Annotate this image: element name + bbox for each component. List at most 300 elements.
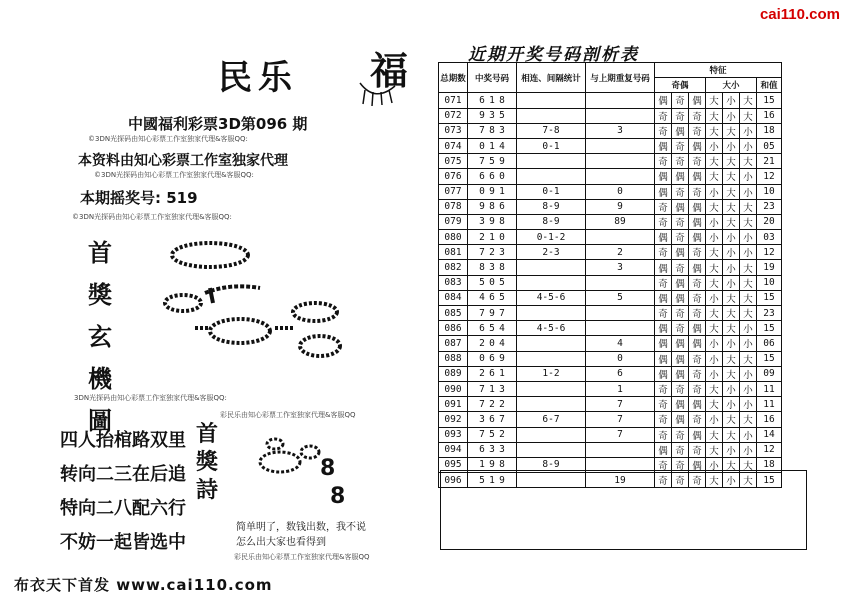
number-cell xyxy=(468,123,517,138)
adjacent-cell xyxy=(517,442,586,457)
repeat-cell: 7 xyxy=(586,397,655,412)
big-small-cell: 大 xyxy=(723,123,740,138)
big-small-cell: 大 xyxy=(706,397,723,412)
issue-cell: 088 xyxy=(439,351,468,366)
big-small-cell: 小 xyxy=(740,230,757,245)
odd-even-cell: 偶 xyxy=(672,169,689,184)
issue-cell: 075 xyxy=(439,154,468,169)
odd-even-cell: 偶 xyxy=(672,245,689,260)
odd-even-cell: 奇 xyxy=(689,290,706,305)
odd-even-cell: 奇 xyxy=(672,214,689,229)
number-cell xyxy=(468,442,517,457)
puzzle-title-char: 獎 xyxy=(88,280,112,309)
adjacent-cell: 6-7 xyxy=(517,412,586,427)
number-digit: 4 xyxy=(499,140,505,152)
odd-even-cell: 偶 xyxy=(672,397,689,412)
number-digit: 8 xyxy=(499,459,505,471)
big-small-cell: 大 xyxy=(706,306,723,321)
repeat-cell xyxy=(586,108,655,123)
big-small-cell: 大 xyxy=(723,290,740,305)
sum-cell: 19 xyxy=(757,260,782,275)
big-small-cell: 小 xyxy=(740,381,757,396)
number-digit: 4 xyxy=(499,322,505,334)
number-digit: 4 xyxy=(479,292,485,304)
number-digit: 3 xyxy=(499,246,505,258)
number-digit: 9 xyxy=(489,186,495,198)
promo-line: 彩民乐由知心彩票工作室独家代理&客服QQ xyxy=(220,411,356,419)
number-digit: 2 xyxy=(479,368,485,380)
poem-title-char: 獎 xyxy=(195,449,218,475)
poem-line: 不妨一起皆选中 xyxy=(60,532,186,553)
repeat-cell: 7 xyxy=(586,412,655,427)
big-small-cell: 大 xyxy=(706,260,723,275)
big-small-cell: 小 xyxy=(723,245,740,260)
adjacent-cell xyxy=(517,260,586,275)
sum-cell: 10 xyxy=(757,184,782,199)
adjacent-cell: 1-2 xyxy=(517,366,586,381)
odd-even-cell: 偶 xyxy=(689,169,706,184)
big-small-cell: 小 xyxy=(706,214,723,229)
issue-title: 中國福利彩票3D第096 期 xyxy=(128,115,308,133)
number-digit: 9 xyxy=(489,459,495,471)
big-small-cell: 小 xyxy=(723,138,740,153)
promo-line: 彩民乐由知心彩票工作室独家代理&客服QQ xyxy=(234,553,370,561)
issue-cell: 082 xyxy=(439,260,468,275)
big-small-cell: 大 xyxy=(706,427,723,442)
adjacent-cell xyxy=(517,306,586,321)
big-small-cell: 大 xyxy=(723,199,740,214)
analysis-table xyxy=(438,62,782,488)
table-row xyxy=(439,214,782,229)
odd-even-cell: 偶 xyxy=(689,93,706,108)
big-small-cell: 大 xyxy=(740,275,757,290)
odd-even-cell: 奇 xyxy=(655,397,672,412)
number-digit: 1 xyxy=(489,383,495,395)
repeat-cell: 0 xyxy=(586,184,655,199)
issue-cell: 089 xyxy=(439,366,468,381)
issue-cell: 074 xyxy=(439,138,468,153)
big-small-cell: 大 xyxy=(740,199,757,214)
number-digit: 5 xyxy=(489,322,495,334)
odd-even-cell: 偶 xyxy=(672,123,689,138)
number-digit: 8 xyxy=(479,262,485,274)
odd-even-cell: 偶 xyxy=(689,199,706,214)
repeat-cell: 2 xyxy=(586,245,655,260)
odd-even-cell: 奇 xyxy=(655,412,672,427)
issue-cell: 071 xyxy=(439,93,468,108)
big-small-cell: 小 xyxy=(740,138,757,153)
table-row xyxy=(439,169,782,184)
table-row xyxy=(439,351,782,366)
odd-even-cell: 奇 xyxy=(672,306,689,321)
number-digit: 0 xyxy=(499,170,505,182)
adjacent-cell xyxy=(517,154,586,169)
puzzle-graphic xyxy=(135,228,360,388)
adjacent-cell: 0-1 xyxy=(517,184,586,199)
number-digit: 7 xyxy=(479,246,485,258)
odd-even-cell: 奇 xyxy=(689,123,706,138)
table-row xyxy=(439,412,782,427)
odd-even-cell: 偶 xyxy=(655,321,672,336)
issue-cell: 086 xyxy=(439,321,468,336)
sum-cell: 14 xyxy=(757,427,782,442)
big-small-cell: 小 xyxy=(723,397,740,412)
adjacent-cell: 7-8 xyxy=(517,123,586,138)
number-digit: 6 xyxy=(489,368,495,380)
odd-even-cell: 偶 xyxy=(672,412,689,427)
big-small-cell: 小 xyxy=(740,321,757,336)
poem-title xyxy=(194,420,220,504)
issue-cell: 093 xyxy=(439,427,468,442)
number-cell xyxy=(468,336,517,351)
number-digit: 3 xyxy=(489,444,495,456)
table-row xyxy=(439,321,782,336)
number-digit: 1 xyxy=(489,140,495,152)
issue-cell: 083 xyxy=(439,275,468,290)
fu-decoration-graphic xyxy=(355,78,405,108)
big-small-cell: 小 xyxy=(740,427,757,442)
repeat-cell xyxy=(586,154,655,169)
number-digit: 7 xyxy=(479,155,485,167)
repeat-cell xyxy=(586,230,655,245)
odd-even-cell: 偶 xyxy=(689,427,706,442)
table-row xyxy=(439,260,782,275)
col-big-small-header: 大小 xyxy=(706,78,757,93)
big-small-cell: 小 xyxy=(723,336,740,351)
odd-even-cell: 偶 xyxy=(689,138,706,153)
adjacent-cell: 4-5-6 xyxy=(517,321,586,336)
repeat-cell: 9 xyxy=(586,199,655,214)
repeat-cell: 5 xyxy=(586,290,655,305)
sum-cell: 06 xyxy=(757,336,782,351)
table-row xyxy=(439,427,782,442)
odd-even-cell: 偶 xyxy=(672,366,689,381)
big-small-cell: 大 xyxy=(723,184,740,199)
repeat-cell: 0 xyxy=(586,351,655,366)
number-digit: 8 xyxy=(499,216,505,228)
big-small-cell: 大 xyxy=(706,275,723,290)
odd-even-cell: 奇 xyxy=(689,473,706,488)
repeat-cell: 89 xyxy=(586,214,655,229)
number-cell xyxy=(468,230,517,245)
number-digit: 7 xyxy=(499,413,505,425)
repeat-cell xyxy=(586,442,655,457)
site-watermark[interactable]: cai110.com xyxy=(759,6,840,23)
odd-even-cell: 偶 xyxy=(655,138,672,153)
number-digit: 5 xyxy=(499,110,505,122)
sum-cell: 23 xyxy=(757,306,782,321)
sum-cell: 18 xyxy=(757,123,782,138)
big-small-cell: 小 xyxy=(740,123,757,138)
odd-even-cell: 偶 xyxy=(672,336,689,351)
odd-even-cell: 偶 xyxy=(672,275,689,290)
number-digit: 7 xyxy=(479,429,485,441)
issue-cell: 073 xyxy=(439,123,468,138)
odd-even-cell: 奇 xyxy=(672,321,689,336)
odd-even-cell: 奇 xyxy=(689,154,706,169)
sum-cell: 15 xyxy=(757,290,782,305)
issue-cell: 084 xyxy=(439,290,468,305)
big-small-cell: 大 xyxy=(723,412,740,427)
number-digit: 3 xyxy=(479,413,485,425)
promo-line: ©3DN光探码由知心彩票工作室独家代理&客服QQ: xyxy=(94,171,254,179)
big-small-cell: 小 xyxy=(740,366,757,381)
number-digit: 5 xyxy=(489,155,495,167)
adjacent-cell: 4-5-6 xyxy=(517,290,586,305)
big-small-cell: 大 xyxy=(740,351,757,366)
big-small-cell: 大 xyxy=(706,442,723,457)
sum-cell: 15 xyxy=(757,473,782,488)
number-cell xyxy=(468,260,517,275)
odd-even-cell: 偶 xyxy=(655,184,672,199)
poem-digit: 8 xyxy=(330,484,346,509)
big-small-cell: 小 xyxy=(740,397,757,412)
poem-line: 特向二八配六行 xyxy=(60,498,186,519)
repeat-cell: 3 xyxy=(586,260,655,275)
odd-even-cell: 奇 xyxy=(655,123,672,138)
number-digit: 6 xyxy=(479,322,485,334)
number-digit: 0 xyxy=(489,277,495,289)
odd-even-cell: 偶 xyxy=(689,457,706,472)
sum-cell: 03 xyxy=(757,230,782,245)
repeat-cell: 3 xyxy=(586,123,655,138)
adjacent-cell xyxy=(517,275,586,290)
sum-cell: 10 xyxy=(757,275,782,290)
number-digit: 6 xyxy=(479,94,485,106)
odd-even-cell: 奇 xyxy=(655,473,672,488)
repeat-cell: 6 xyxy=(586,366,655,381)
big-small-cell: 大 xyxy=(706,321,723,336)
number-digit: 1 xyxy=(489,94,495,106)
big-small-cell: 小 xyxy=(723,230,740,245)
repeat-cell xyxy=(586,169,655,184)
number-digit: 0 xyxy=(479,353,485,365)
analysis-table-body xyxy=(439,93,782,488)
number-digit: 6 xyxy=(489,292,495,304)
number-digit: 3 xyxy=(499,444,505,456)
number-digit: 2 xyxy=(479,231,485,243)
big-small-cell: 大 xyxy=(723,306,740,321)
number-cell xyxy=(468,108,517,123)
odd-even-cell: 偶 xyxy=(655,442,672,457)
number-cell xyxy=(468,93,517,108)
draw-number-value: 519 xyxy=(166,189,198,207)
issue-cell: 081 xyxy=(439,245,468,260)
odd-even-cell: 偶 xyxy=(655,169,672,184)
col-sum-header: 和值 xyxy=(757,78,782,93)
big-small-cell: 小 xyxy=(706,366,723,381)
odd-even-cell: 奇 xyxy=(672,473,689,488)
sum-cell: 12 xyxy=(757,169,782,184)
table-title: 近期开奖号码剖析表 xyxy=(468,45,639,65)
big-small-cell: 大 xyxy=(706,381,723,396)
big-small-cell: 小 xyxy=(706,412,723,427)
odd-even-cell: 偶 xyxy=(655,260,672,275)
table-row xyxy=(439,442,782,457)
puzzle-title-char: 玄 xyxy=(88,322,112,351)
big-small-cell: 大 xyxy=(740,457,757,472)
issue-cell: 076 xyxy=(439,169,468,184)
number-digit: 7 xyxy=(479,307,485,319)
issue-cell: 090 xyxy=(439,381,468,396)
number-digit: 5 xyxy=(489,429,495,441)
adjacent-cell xyxy=(517,381,586,396)
repeat-cell: 7 xyxy=(586,427,655,442)
table-row xyxy=(439,138,782,153)
big-small-cell: 小 xyxy=(723,275,740,290)
number-digit: 7 xyxy=(479,125,485,137)
sum-cell: 15 xyxy=(757,321,782,336)
logo-text: 民乐 xyxy=(218,58,298,98)
adjacent-cell xyxy=(517,169,586,184)
big-small-cell: 小 xyxy=(740,169,757,184)
odd-even-cell: 奇 xyxy=(655,275,672,290)
odd-even-cell: 奇 xyxy=(655,245,672,260)
big-small-cell: 大 xyxy=(706,169,723,184)
big-small-cell: 大 xyxy=(706,123,723,138)
number-cell xyxy=(468,154,517,169)
number-digit: 9 xyxy=(489,307,495,319)
issue-cell: 094 xyxy=(439,442,468,457)
odd-even-cell: 偶 xyxy=(655,366,672,381)
number-digit: 2 xyxy=(489,246,495,258)
table-row xyxy=(439,306,782,321)
adjacent-cell xyxy=(517,397,586,412)
sum-cell: 15 xyxy=(757,351,782,366)
number-cell xyxy=(468,199,517,214)
big-small-cell: 大 xyxy=(706,245,723,260)
adjacent-cell: 8-9 xyxy=(517,214,586,229)
big-small-cell: 大 xyxy=(723,154,740,169)
repeat-cell: 1 xyxy=(586,381,655,396)
sum-cell: 12 xyxy=(757,245,782,260)
adjacent-cell: 0-1-2 xyxy=(517,230,586,245)
number-digit: 8 xyxy=(499,94,505,106)
odd-even-cell: 偶 xyxy=(655,290,672,305)
repeat-cell xyxy=(586,321,655,336)
adjacent-cell: 2-3 xyxy=(517,245,586,260)
draw-number-row xyxy=(80,187,198,208)
number-cell xyxy=(468,275,517,290)
odd-even-cell: 偶 xyxy=(655,351,672,366)
col-repeat-header: 与上期重复号码 xyxy=(586,63,655,93)
big-small-cell: 小 xyxy=(706,351,723,366)
number-digit: 7 xyxy=(479,398,485,410)
poem xyxy=(60,424,186,560)
adjacent-cell xyxy=(517,336,586,351)
repeat-cell xyxy=(586,275,655,290)
big-small-cell: 小 xyxy=(740,336,757,351)
number-digit: 1 xyxy=(499,368,505,380)
sum-cell: 23 xyxy=(757,199,782,214)
odd-even-cell: 奇 xyxy=(689,108,706,123)
puzzle-title-char: 機 xyxy=(88,364,112,393)
big-small-cell: 小 xyxy=(706,184,723,199)
big-small-cell: 小 xyxy=(706,138,723,153)
table-row xyxy=(439,154,782,169)
odd-even-cell: 奇 xyxy=(689,306,706,321)
odd-even-cell: 奇 xyxy=(689,184,706,199)
odd-even-cell: 奇 xyxy=(672,442,689,457)
poem-line: 转向二三在后追 xyxy=(60,464,186,485)
number-digit: 9 xyxy=(499,474,505,486)
big-small-cell: 小 xyxy=(706,457,723,472)
number-cell xyxy=(468,169,517,184)
number-digit: 3 xyxy=(499,125,505,137)
adjacent-cell: 0-1 xyxy=(517,138,586,153)
odd-even-cell: 偶 xyxy=(655,336,672,351)
table-row xyxy=(439,245,782,260)
number-digit: 8 xyxy=(499,262,505,274)
big-small-cell: 大 xyxy=(740,93,757,108)
big-small-cell: 小 xyxy=(723,108,740,123)
col-adjacent-header: 相连、间隔统计 xyxy=(517,63,586,93)
number-digit: 2 xyxy=(489,398,495,410)
odd-even-cell: 奇 xyxy=(672,457,689,472)
issue-cell: 072 xyxy=(439,108,468,123)
number-digit: 1 xyxy=(479,459,485,471)
number-cell xyxy=(468,427,517,442)
issue-cell: 079 xyxy=(439,214,468,229)
big-small-cell: 小 xyxy=(723,93,740,108)
number-cell xyxy=(468,412,517,427)
issue-cell: 080 xyxy=(439,230,468,245)
number-digit: 3 xyxy=(479,216,485,228)
table-row xyxy=(439,397,782,412)
odd-even-cell: 奇 xyxy=(672,93,689,108)
number-digit: 6 xyxy=(489,353,495,365)
number-digit: 3 xyxy=(489,262,495,274)
odd-even-cell: 偶 xyxy=(672,351,689,366)
adjacent-cell: 8-9 xyxy=(517,199,586,214)
number-digit: 8 xyxy=(489,125,495,137)
big-small-cell: 大 xyxy=(723,214,740,229)
big-small-cell: 大 xyxy=(706,154,723,169)
odd-even-cell: 奇 xyxy=(655,457,672,472)
big-small-cell: 大 xyxy=(706,473,723,488)
big-small-cell: 小 xyxy=(706,336,723,351)
repeat-cell xyxy=(586,93,655,108)
odd-even-cell: 奇 xyxy=(655,199,672,214)
number-digit: 1 xyxy=(489,231,495,243)
poem-title-char: 詩 xyxy=(195,477,218,503)
odd-even-cell: 奇 xyxy=(672,154,689,169)
table-row xyxy=(439,336,782,351)
odd-even-cell: 奇 xyxy=(672,427,689,442)
odd-even-cell: 奇 xyxy=(689,381,706,396)
number-cell xyxy=(468,214,517,229)
table-row xyxy=(439,199,782,214)
odd-even-cell: 偶 xyxy=(689,336,706,351)
memo-box xyxy=(440,470,807,550)
number-digit: 2 xyxy=(479,337,485,349)
issue-cell: 091 xyxy=(439,397,468,412)
big-small-cell: 大 xyxy=(706,199,723,214)
issue-cell: 087 xyxy=(439,336,468,351)
number-cell xyxy=(468,381,517,396)
odd-even-cell: 奇 xyxy=(655,108,672,123)
repeat-cell xyxy=(586,138,655,153)
number-digit: 9 xyxy=(489,216,495,228)
big-small-cell: 大 xyxy=(723,321,740,336)
big-small-cell: 大 xyxy=(740,412,757,427)
draw-number-label: 本期摇奖号: xyxy=(80,189,161,207)
odd-even-cell: 奇 xyxy=(689,366,706,381)
odd-even-cell: 奇 xyxy=(655,154,672,169)
table-row xyxy=(439,275,782,290)
big-small-cell: 大 xyxy=(740,473,757,488)
odd-even-cell: 偶 xyxy=(689,260,706,275)
